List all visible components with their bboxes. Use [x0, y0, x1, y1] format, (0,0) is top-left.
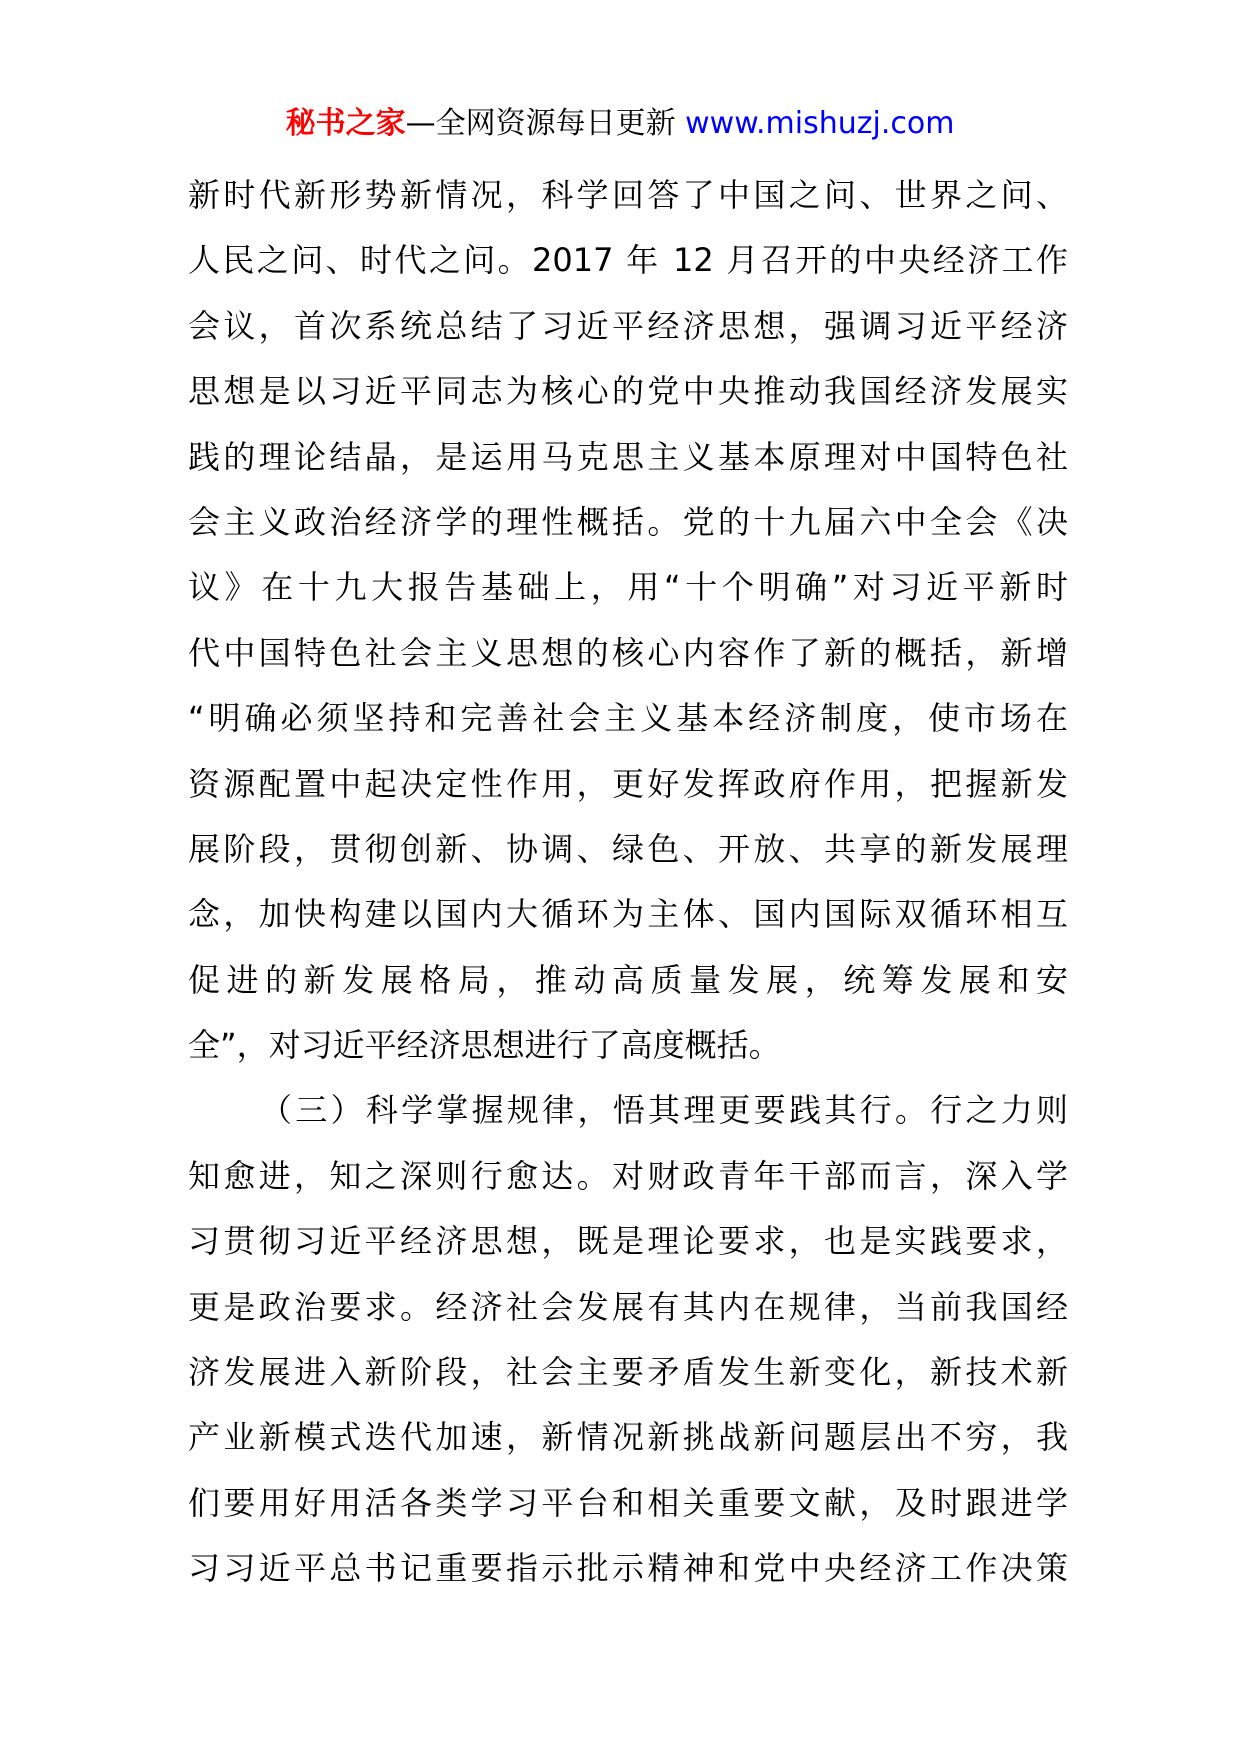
text-line: 们要用好用活各类学习平台和相关重要文献，及时跟进学: [188, 1483, 1068, 1522]
text-line: 人民之问、时代之问。2017 年 12 月召开的中央经济工作: [188, 241, 1068, 280]
text-line: 会主义政治经济学的理性概括。党的十九届六中全会《决: [188, 502, 1068, 541]
paragraph-1: [188, 163, 1068, 1078]
paragraph-2: [188, 1078, 1068, 1601]
text-line: 知愈进，知之深则行愈达。对财政青年干部而言，深入学: [188, 1156, 1068, 1195]
text-line: “明确必须坚持和完善社会主义基本经济制度，使市场在: [188, 699, 1068, 738]
text-line: 展阶段，贯彻创新、协调、绿色、开放、共享的新发展理: [188, 829, 1068, 868]
document-body: [188, 163, 1068, 1602]
text-line: （三）科学掌握规律，悟其理更要践其行。行之力则: [260, 1091, 1068, 1130]
page-header: [0, 102, 1240, 146]
header-slogan: —全网资源每日更新: [405, 106, 676, 141]
text-line: 思想是以习近平同志为核心的党中央推动我国经济发展实: [188, 372, 1068, 411]
text-line: 习习近平总书记重要指示批示精神和党中央经济工作决策: [188, 1549, 1068, 1588]
text-line: 全”，对习近平经济思想进行了高度概括。: [188, 1026, 781, 1065]
text-line: 议》在十九大报告基础上，用“十个明确”对习近平新时: [188, 568, 1068, 607]
text-line: 新时代新形势新情况，科学回答了中国之问、世界之问、: [188, 176, 1068, 214]
text-line: 产业新模式迭代加速，新情况新挑战新问题层出不穷，我: [188, 1418, 1068, 1457]
text-line: 习贯彻习近平经济思想，既是理论要求，也是实践要求，: [188, 1222, 1068, 1261]
header-brand: 秘书之家: [285, 106, 406, 141]
text-line: 资源配置中起决定性作用，更好发挥政府作用，把握新发: [188, 764, 1068, 803]
text-line: 促进的新发展格局，推动高质量发展，统筹发展和安: [188, 960, 1068, 999]
header-url-link[interactable]: www.mishuzj.com: [685, 106, 955, 141]
text-line: 践的理论结晶，是运用马克思主义基本原理对中国特色社: [188, 437, 1068, 476]
text-line: 济发展进入新阶段，社会主要矛盾发生新变化，新技术新: [188, 1353, 1068, 1392]
text-line: 代中国特色社会主义思想的核心内容作了新的概括，新增: [188, 633, 1068, 672]
text-line: 更是政治要求。经济社会发展有其内在规律，当前我国经: [188, 1287, 1068, 1326]
text-line: 会议，首次系统总结了习近平经济思想，强调习近平经济: [188, 306, 1068, 345]
text-line: 念，加快构建以国内大循环为主体、国内国际双循环相互: [188, 895, 1068, 934]
